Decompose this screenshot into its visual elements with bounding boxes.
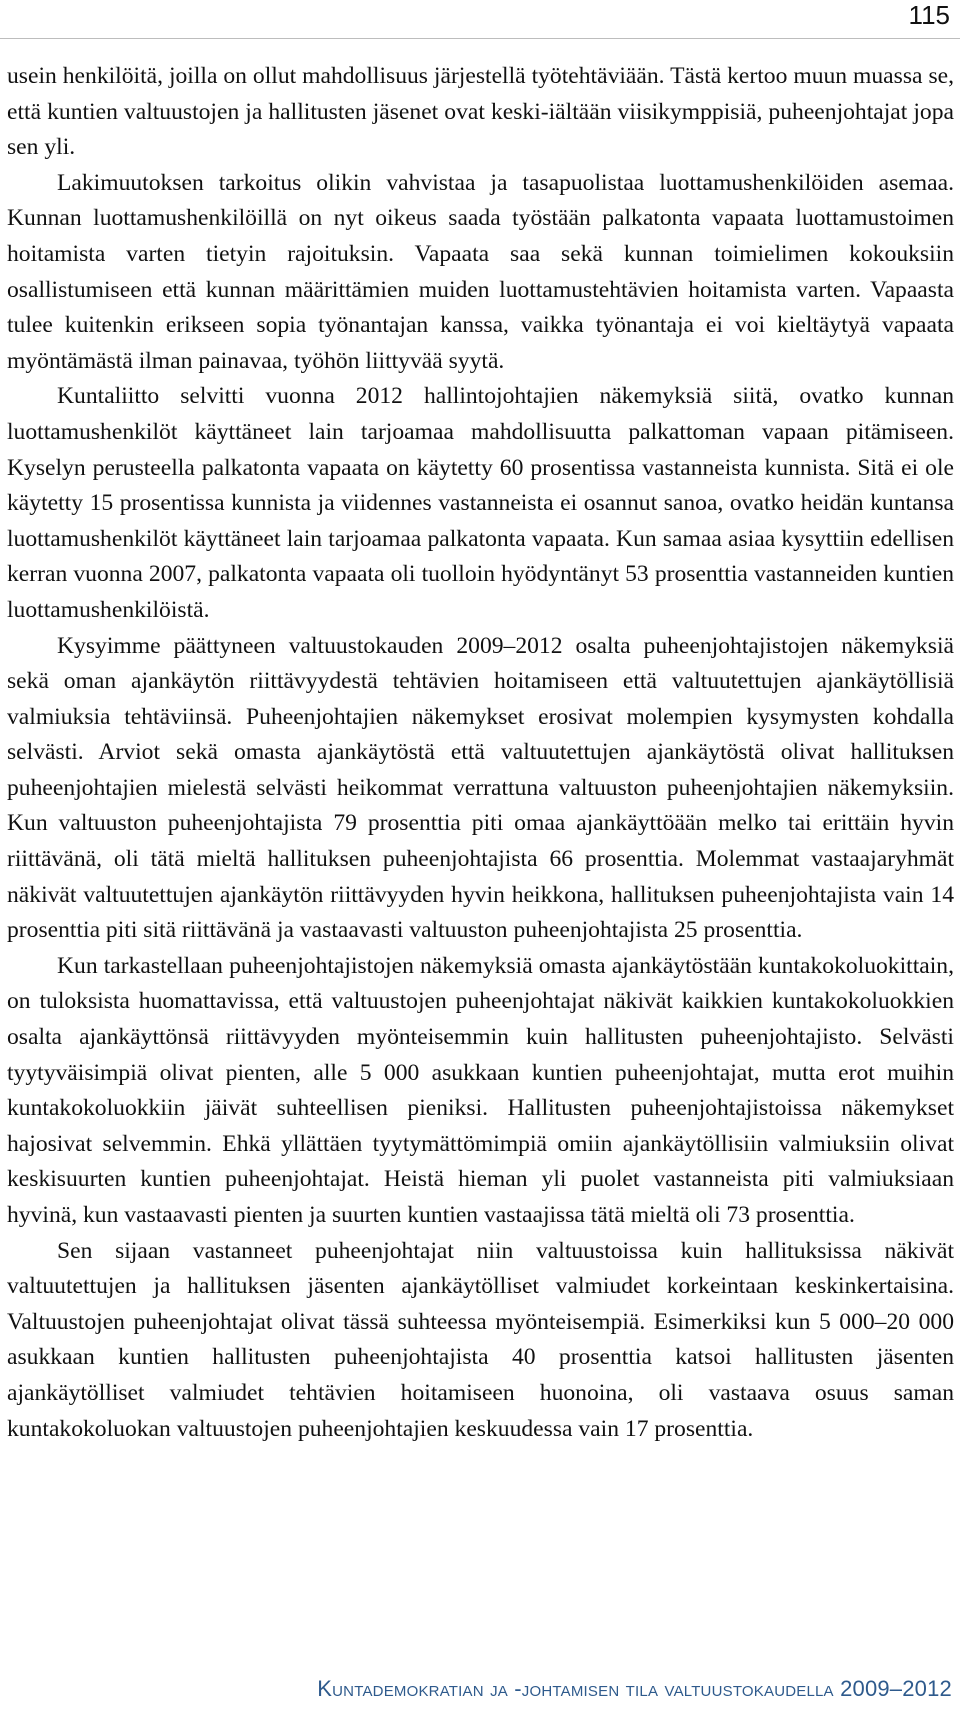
paragraph-3: Kuntaliitto selvitti vuonna 2012 hallintojohtajien näkemyksiä siitä, ovatko kunnan luottamushenkilöt käyttäneet lain tarjoamaa mahdollisuutta palkattoman vapaan pitämiseen. Kyselyn perusteella palkatonta vapaata on käytetty 60 prosentissa vastanneista kunnista. Sitä ei ole käytetty 15 prosentissa kunnista ja viidennes vastanneista ei osannut sanoa, ovatko heidän kuntansa luottamushenkilöt käyttäneet lain tarjoamaa palkatonta vapaata. Kun samaa asiaa kysyttiin edellisen kerran vuonna 2007, palkatonta vapaata oli tuolloin hyödyntänyt 53 prosenttia vastanneiden kuntien luottamushenkilöistä. [7,383,954,623]
paragraph-2: Lakimuutoksen tarkoitus olikin vahvistaa ja tasapuolistaa luottamushenkilöiden asemaa. Kunnan luottamushenkilöillä on nyt oikeus saada työstään palkatonta vapaata luottamustoimen hoitamista varten tietyin rajoituksin. Vapaata saa sekä kunnan toimielimen kokouksiin osallistumiseen että kunnan määrittämien muiden luottamustehtävien hoitamista varten. Vapaasta tulee kuitenkin erikseen sopia työnantajan kanssa, vaikka työnantaja ei voi kieltäytyä vapaata myöntämästä ilman painavaa, työhön liittyvää syytä. [7,169,954,374]
page-number: 115 [908,0,950,30]
paragraph-1: usein henkilöitä, joilla on ollut mahdollisuus järjestellä työtehtäviään. Tästä kertoo muun muassa se, että kuntien valtuustojen ja hallitusten jäsenet ovat keski-iältään viisikymppisiä, puheenjohtajat jopa sen yli. [7,63,954,161]
paragraph-4: Kysyimme päättyneen valtuustokauden 2009–2012 osalta puheenjohtajistojen näkemyksiä sekä oman ajankäytön riittävyydestä tehtävien hoitamiseen että valtuutettujen ajankäytöllisiä valmiuksia tehtäviinsä. Puheenjohtajien näkemykset erosivat molempien kysymysten kohdalla selvästi. Arviot sekä omasta ajankäytöstä että valtuutettujen ajankäytöstä olivat hallituksen puheenjohtajien mielestä selvästi heikommat verrattuna valtuuston puheenjohtajien näkemyksiin. Kun valtuuston puheenjohtajista 79 prosenttia piti omaa ajankäyttöään melko tai erittäin hyvin riittävänä, oli tätä mieltä hallituksen puheenjohtajista 66 prosenttia. Molemmat vastaajaryhmät näkivät valtuutettujen ajankäytön riittävyyden hyvin heikkona, hallituksen puheenjohtajista vain 14 prosenttia piti sitä riittävänä ja vastaavasti valtuuston puheenjohtajista 25 prosenttia. [7,632,954,944]
paragraph-5: Kun tarkastellaan puheenjohtajistojen näkemyksiä omasta ajankäytöstään kuntakokoluokittain, on tuloksista huomattavissa, että valtuustojen puheenjohtajat näkivät kaikkien kuntakokoluokkien osalta ajankäyttönsä riittävyyden myönteisemmin kuin hallitusten puheenjohtajisto. Selvästi tyytyväisimpiä olivat pienten, alle 5 000 asukkaan kuntien puheenjohtajat, mutta erot muihin kuntakokoluokkiin jäivät suhteellisen pieniksi. Hallitusten puheenjohtajistoissa näkemykset hajosivat selvemmin. Ehkä yllättäen tyytymättömimpiä omiin ajankäytöllisiin valmiuksiin olivat keskisuurten kuntien puheenjohtajat. Heistä hieman yli puolet vastanneista piti valmiuksiaan hyvinä, kun vastaavasti pienten ja suurten kuntien vastaajissa tätä mieltä oli 73 prosenttia. [7,952,954,1228]
header-rule [0,38,960,39]
running-footer: Kuntademokratian ja -johtamisen tila valtuustokaudella 2009–2012 [317,1676,952,1701]
body-text [7,59,954,1447]
paragraph-6: Sen sijaan vastanneet puheenjohtajat niin valtuustoissa kuin hallituksissa näkivät valtuutettujen ja hallituksen jäsenten ajankäytölliset valmiudet korkeintaan keskinkertaisina. Valtuustojen puheenjohtajat olivat tässä suhteessa myönteisempiä. Esimerkiksi kun 5 000–20 000 asukkaan kuntien hallitusten puheenjohtajista 40 prosenttia katsoi hallitusten jäsenten ajankäytölliset valmiudet tehtävien hoitamiseen huonoina, oli vastaava osuus saman kuntakokoluokan valtuustojen puheenjohtajien keskuudessa vain 17 prosenttia. [7,1237,954,1442]
